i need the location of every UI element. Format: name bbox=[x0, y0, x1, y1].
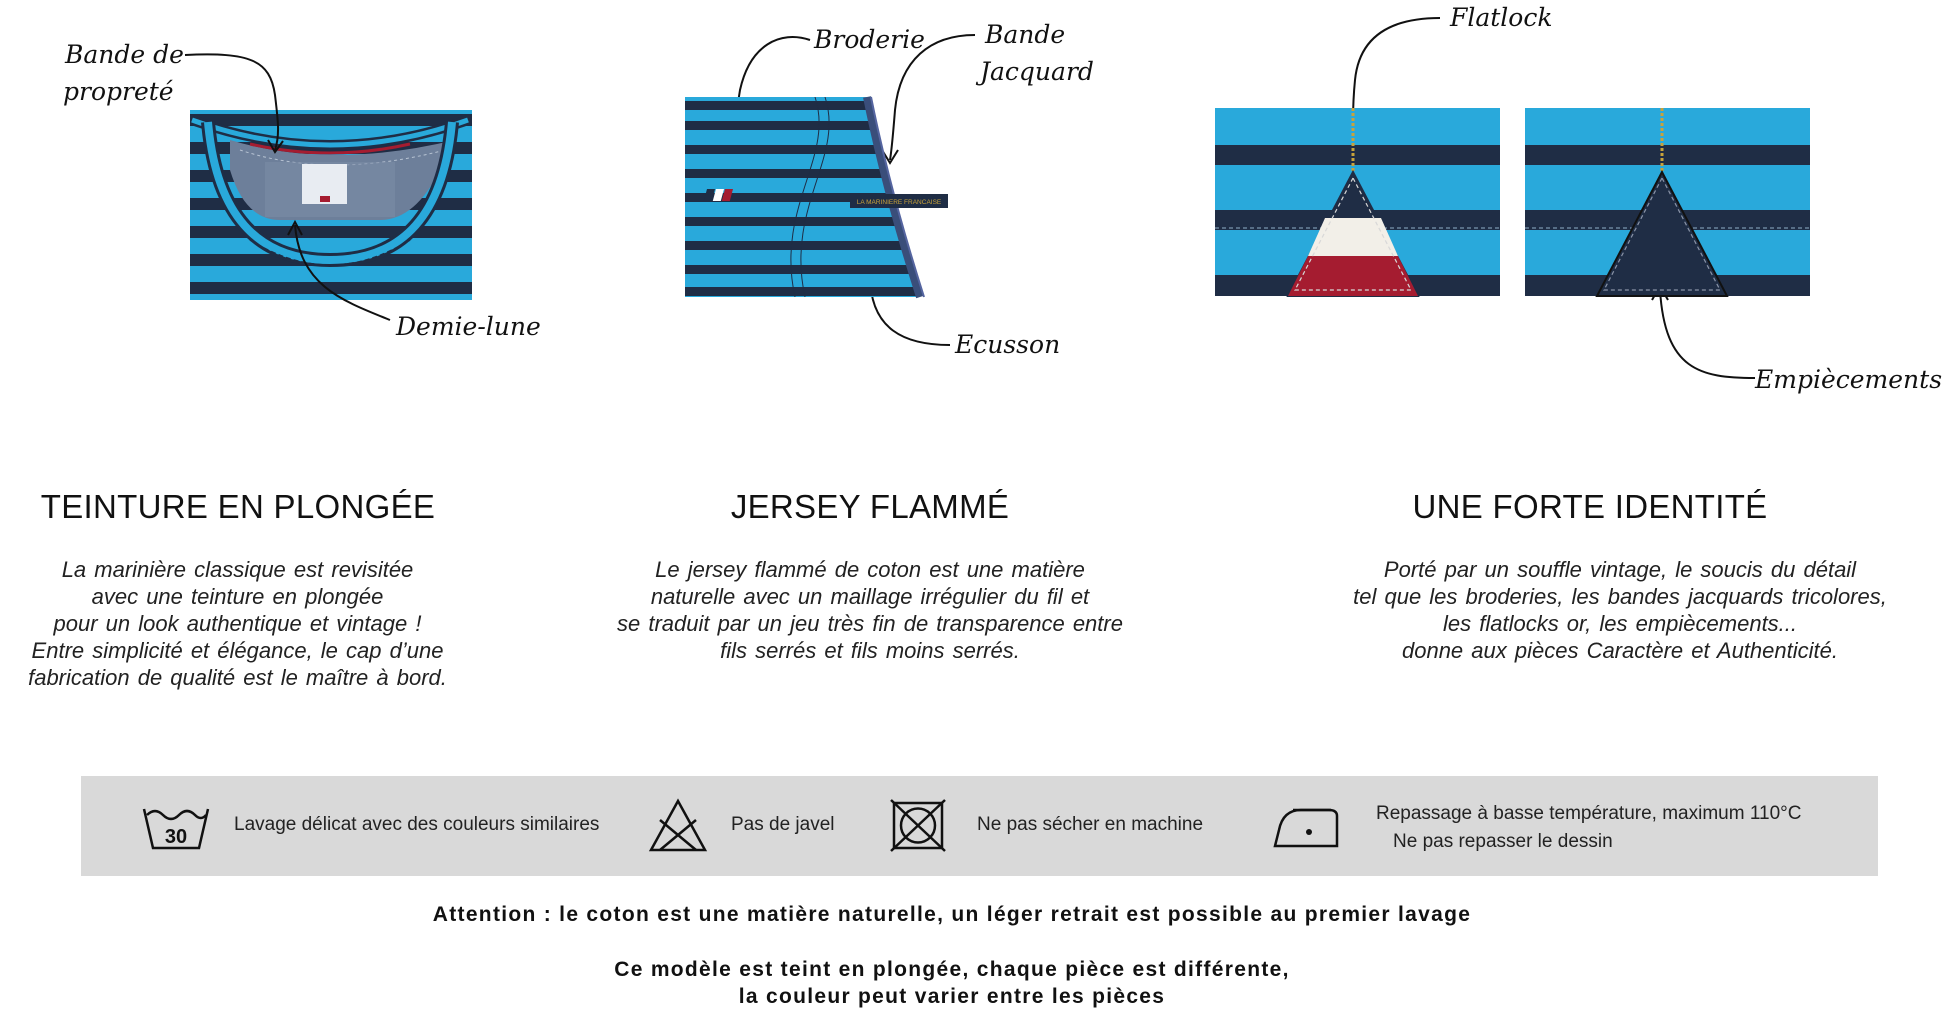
callout-bande-proprete-1: Bande de bbox=[65, 40, 184, 69]
notice-shrink: Attention : le coton est une matière naturelle, un léger retrait est possible au premier lavage bbox=[432, 903, 1472, 926]
desc-line: naturelle avec un maillage irrégulier du fil et bbox=[650, 584, 1090, 609]
desc-line: La marinière classique est revisitée bbox=[61, 557, 414, 582]
column-desc-identite bbox=[1330, 556, 1910, 664]
wash-30-icon bbox=[141, 803, 211, 853]
column-title-identite: UNE FORTE IDENTITÉ bbox=[1412, 488, 1768, 525]
desc-line: donne aux pièces Caractère et Authenticité. bbox=[1401, 638, 1838, 663]
callout-ecusson: Ecusson bbox=[955, 330, 1061, 359]
wash-label: Lavage délicat avec des couleurs similaires bbox=[234, 814, 600, 835]
no-tumble-dry-icon bbox=[889, 798, 947, 853]
desc-line: Entre simplicité et élégance, le cap d’une bbox=[31, 638, 444, 663]
column-desc-teinture bbox=[0, 556, 475, 691]
care-instructions-bar bbox=[81, 776, 1878, 876]
patch-text: LA MARINIERE FRANCAISE bbox=[856, 199, 942, 206]
callout-bande-jacquard-1: Bande bbox=[985, 20, 1066, 49]
broderie-flag bbox=[704, 189, 733, 201]
desc-line: se traduit par un jeu très fin de transparence entre bbox=[617, 611, 1123, 636]
column-desc-jersey bbox=[610, 556, 1130, 664]
column-title-teinture: TEINTURE EN PLONGÉE bbox=[40, 488, 436, 525]
column-title-jersey: JERSEY FLAMMÉ bbox=[730, 488, 1010, 525]
no-bleach-icon bbox=[648, 798, 708, 853]
desc-line: fabrication de qualité est le maître à bord. bbox=[28, 665, 447, 690]
bleach-label: Pas de javel bbox=[731, 814, 835, 835]
jersey-illustration bbox=[685, 97, 955, 302]
callout-demie-lune: Demie-lune bbox=[396, 312, 541, 341]
iron-low-icon bbox=[1271, 802, 1341, 852]
callout-broderie: Broderie bbox=[814, 25, 925, 54]
svg-text:30: 30 bbox=[164, 826, 188, 848]
desc-line: Porté par un souffle vintage, le soucis du détail bbox=[1383, 557, 1857, 582]
empiecement-navy-illustration bbox=[1525, 108, 1810, 296]
callout-bande-jacquard-2: Jacquard bbox=[980, 57, 1094, 86]
iron-label-1: Repassage à basse température, maximum 110°C bbox=[1376, 803, 1802, 824]
desc-line: fils serrés et fils moins serrés. bbox=[720, 638, 1020, 663]
desc-line: Le jersey flammé de coton est une matière bbox=[655, 557, 1085, 582]
notice-dye-2: la couleur peut varier entre les pièces bbox=[738, 985, 1166, 1008]
notice-dye-1: Ce modèle est teint en plongée, chaque pièce est différente, bbox=[614, 958, 1290, 981]
dryer-label: Ne pas sécher en machine bbox=[977, 814, 1204, 835]
callout-bande-proprete-2: propreté bbox=[63, 77, 174, 106]
desc-line: pour un look authentique et vintage ! bbox=[53, 611, 422, 636]
desc-line: avec une teinture en plongée bbox=[91, 584, 384, 609]
desc-line: les flatlocks or, les empiècements... bbox=[1442, 611, 1798, 636]
callout-empiecements: Empiècements bbox=[1755, 365, 1942, 394]
empiecement-tricolore-illustration bbox=[1215, 108, 1500, 296]
iron-label-2: Ne pas repasser le dessin bbox=[1393, 831, 1613, 852]
desc-line: tel que les broderies, les bandes jacquards tricolores, bbox=[1353, 584, 1887, 609]
callout-flatlock: Flatlock bbox=[1450, 3, 1553, 32]
